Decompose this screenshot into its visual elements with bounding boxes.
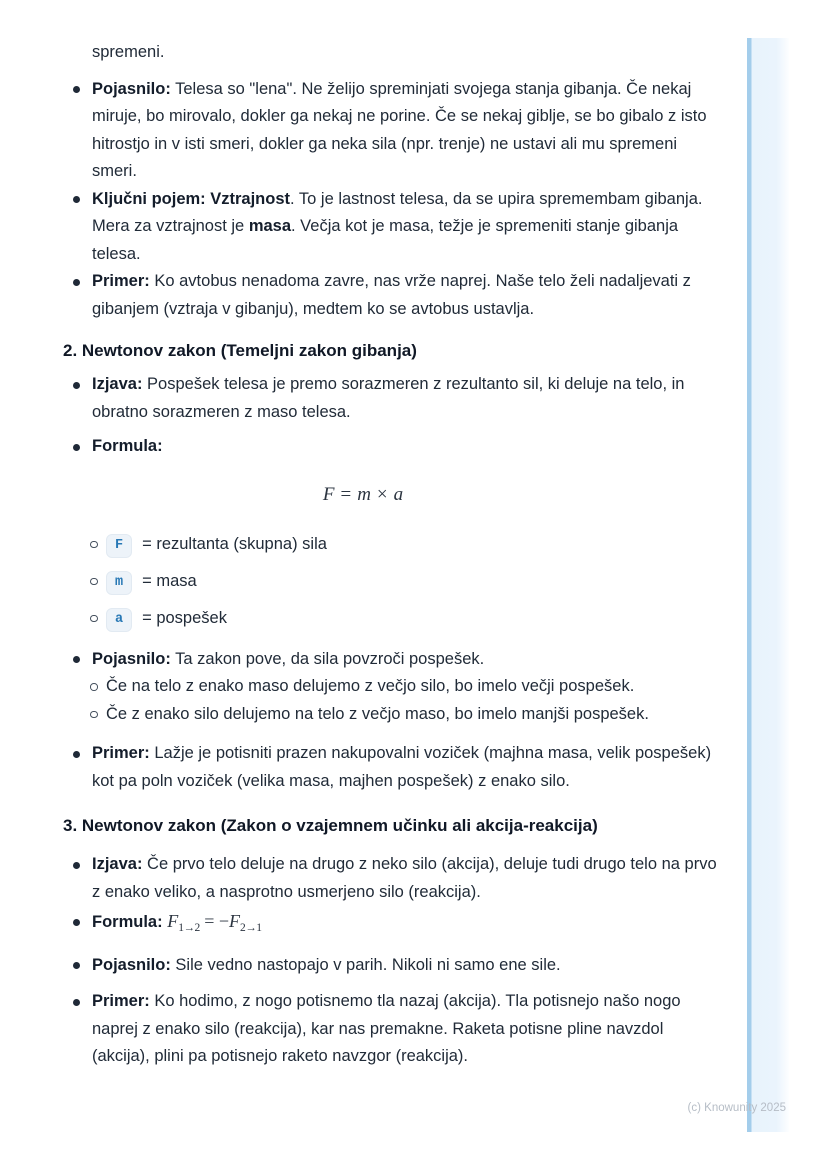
legend-item [63,603,723,633]
bullet-list-third-law [63,851,723,1071]
item-lead: Primer: [92,744,150,762]
item-text: Lažje je potisniti prazen nakupovalni voziček (majhna masa, velik pospešek) kot pa poln voziček (velika masa, majhen pospešek) z enako silo. [92,744,712,790]
formula-inline-action-reaction [167,911,262,934]
legend-item [63,566,723,596]
item-text: . Večja kot je masa, težje je spremeniti stanje gibanja telesa. [92,217,679,263]
list-item [63,76,723,186]
item-text: Pospešek telesa je premo sorazmeren z rezultanto sil, ki deluje na telo, in obratno sorazmeren z maso telesa. [92,375,685,421]
legend-text: = masa [142,571,197,590]
item-text: Telesa so "lena". Ne želijo spreminjati svojega stanja gibanja. Če nekaj miruje, bo mirovalo, dokler ga nekaj ne porine. Če se nekaj giblje, se bo gibalo z isto hitrostjo in v isti smeri, dokler ga neka sila (npr. trenje) ne ustavi ali mu spremeni smeri. [92,79,707,180]
item-text: Če prvo telo deluje na drugo z neko silo (akcija), deluje tudi drugo telo na prvo z enako veliko, a nasprotno usmerjeno silo (reakcija). [92,855,717,901]
list-item [63,371,723,426]
item-lead: Izjava: [92,855,143,873]
copyright-watermark: (c) Knowunity 2025 [687,1102,786,1114]
item-text: . To je lastnost telesa, da se upira spremembam gibanja. Mera za vztrajnost je [92,189,703,235]
list-item [63,908,723,943]
math-var-a: a [393,483,404,505]
math-equals: = [199,911,219,931]
math-var-m: m [357,483,371,505]
math-times: × [376,483,388,505]
bullet-list-second-law [63,371,723,461]
list-item [63,433,723,461]
list-item [63,988,723,1071]
math-subscript: 1→2 [178,922,200,934]
paragraph-continuation: spremeni. [92,43,165,61]
legend-text: = pospešek [142,608,227,627]
sub-bullet-list [63,673,723,728]
code-badge-a: a [106,608,132,632]
item-text: Ko avtobus nenadoma zavre, nas vrže naprej. Naše telo želi nadaljevati z gibanjem (vztraja v gibanju), medtem ko se avtobus ustavlja. [92,272,691,318]
list-item [63,851,723,906]
code-badge-m: m [106,571,132,595]
list-item [63,186,723,269]
list-item [63,740,723,795]
list-item [63,952,723,980]
list-item [63,268,723,323]
item-text: Sile vedno nastopajo v parih. Nikoli ni samo ene sile. [170,955,561,974]
formula-display-f-ma [63,479,663,511]
math-subscript: 2→1 [240,922,262,934]
item-lead: Formula: [92,913,163,931]
heading-second-law: 2. Newtonov zakon (Temeljni zakon gibanja) [63,341,417,360]
math-var-f: F [322,483,335,505]
formula-legend-list [63,529,723,633]
code-badge-f: F [106,534,132,558]
item-lead: Pojasnilo: [92,649,171,668]
item-text: Ta zakon pove, da sila povzroči pospešek. [170,649,485,668]
legend-text: = rezultanta (skupna) sila [142,534,327,553]
math-var-f: F [229,911,240,931]
bullet-list-second-law-notes [63,646,723,796]
item-lead: Primer: [92,992,150,1010]
item-lead: Izjava: [92,375,143,393]
item-lead: Ključni pojem: Vztrajnost [92,189,291,208]
heading-third-law: 3. Newtonov zakon (Zakon o vzajemnem učinku ali akcija-reakcija) [63,816,598,835]
sub-list-item [63,673,723,701]
item-lead: Pojasnilo: [92,79,171,98]
bullet-list-first-law [63,76,723,324]
item-lead-bold: masa [248,217,292,235]
list-item [63,646,723,729]
document-content [63,39,723,1071]
item-text: Ko hodimo, z nogo potisnemo tla nazaj (akcija). Tla potisnejo našo nogo naprej z enako silo (reakcija), kar nas premakne. Raketa potisne pline navzdol (akcija), plini pa potisnejo raketo navzgor (reakcija). [92,992,681,1065]
legend-item [63,529,723,559]
math-equals: = [340,483,352,505]
math-minus: − [218,911,229,931]
math-var-f: F [167,911,179,931]
next-page-edge-strip [747,38,789,1132]
item-lead: Pojasnilo: [92,955,171,974]
item-text: Če na telo z enako maso delujemo z večjo silo, bo imelo večji pospešek. [106,677,635,695]
sub-list-item [63,701,723,729]
item-lead: Primer: [92,272,150,290]
item-lead: Formula: [92,437,163,455]
item-text: Če z enako silo delujemo na telo z večjo maso, bo imelo manjši pospešek. [106,704,649,723]
